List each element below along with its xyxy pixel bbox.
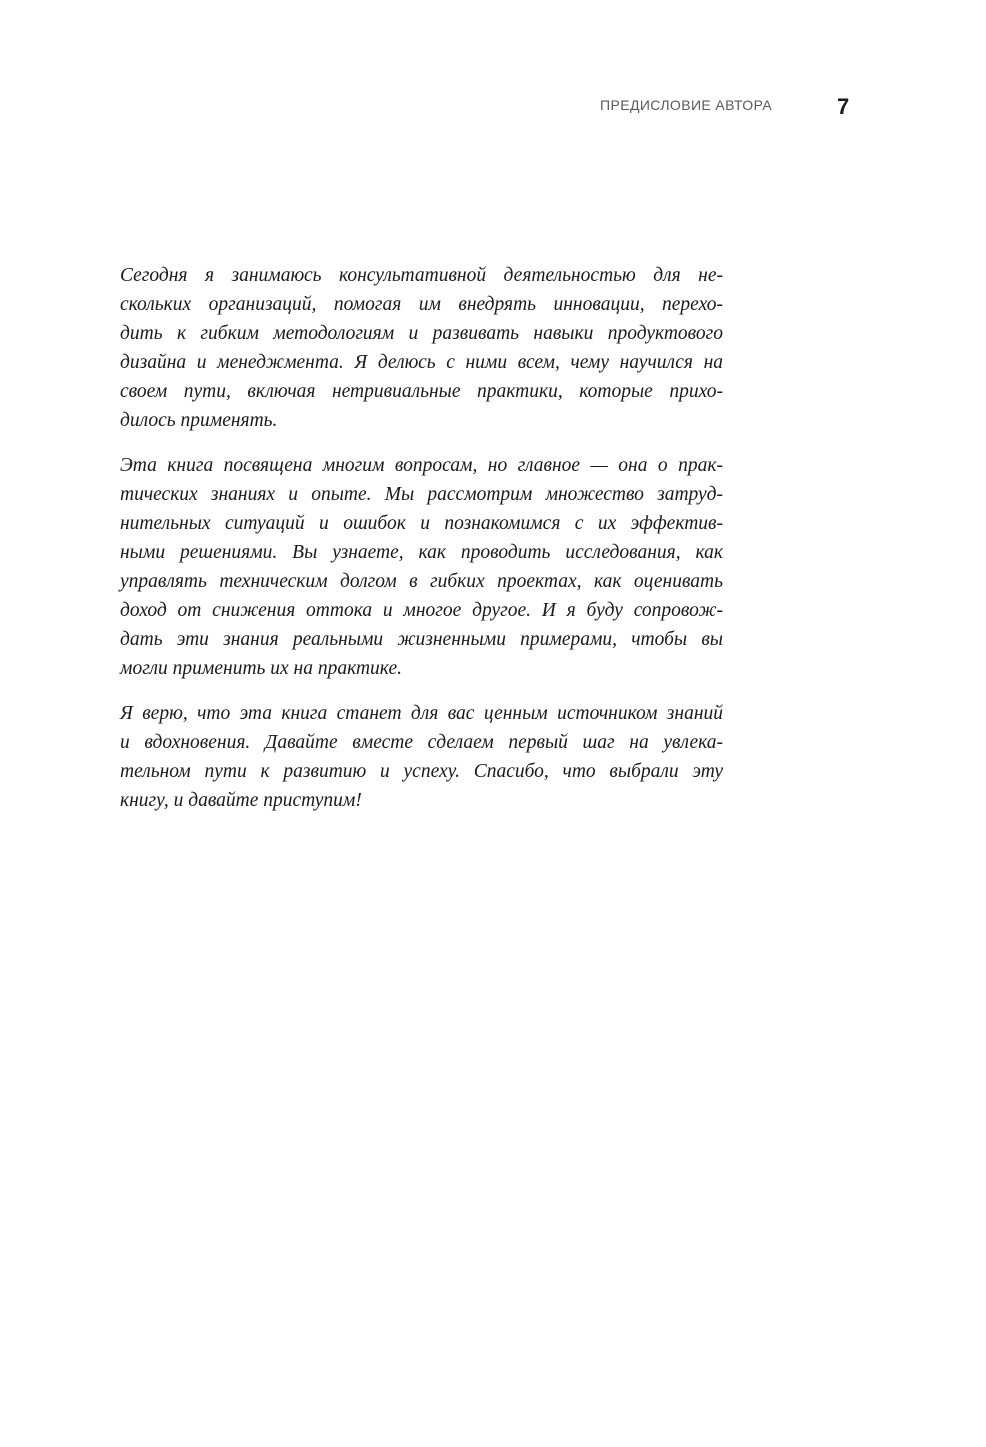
text-line: и вдохновения. Давайте вместе сделаем первый шаг на увлека- <box>120 732 723 753</box>
text-line: нительных ситуаций и ошибок и познакомимся с их эффектив- <box>120 513 723 534</box>
text-line: своем пути, включая нетривиальные практики, которые прихо- <box>120 381 723 402</box>
text-line: дить к гибким методологиям и развивать навыки продуктового <box>120 323 723 344</box>
text-line: управлять техническим долгом в гибких проектах, как оценивать <box>120 571 723 592</box>
body-text <box>120 261 723 831</box>
paragraph-3 <box>120 699 723 815</box>
text-line: доход от снижения оттока и многое другое. И я буду сопровож- <box>120 600 723 621</box>
text-line: дилось применять. <box>120 410 278 431</box>
paragraph-1 <box>120 261 723 435</box>
page-number: 7 <box>837 94 850 119</box>
text-line: могли применить их на практике. <box>120 658 402 679</box>
running-title: ПРЕДИСЛОВИЕ АВТОРА <box>600 97 773 113</box>
text-line: скольких организаций, помогая им внедрять инновации, перехо- <box>120 294 723 315</box>
text-line: Эта книга посвящена многим вопросам, но главное — она о прак- <box>120 455 723 476</box>
text-line: Сегодня я занимаюсь консультативной деятельностью для не- <box>120 265 723 286</box>
text-line: ными решениями. Вы узнаете, как проводить исследования, как <box>120 542 723 563</box>
text-line: дать эти знания реальными жизненными примерами, чтобы вы <box>120 629 723 650</box>
text-line: тических знаниях и опыте. Мы рассмотрим множество затруд- <box>120 484 723 505</box>
text-line: тельном пути к развитию и успеху. Спасибо, что выбрали эту <box>120 761 723 782</box>
paragraph-2 <box>120 451 723 683</box>
text-line: Я верю, что эта книга станет для вас ценным источником знаний <box>120 703 723 724</box>
text-line: дизайна и менеджмента. Я делюсь с ними всем, чему научился на <box>120 352 723 373</box>
text-line: книгу, и давайте приступим! <box>120 790 362 811</box>
